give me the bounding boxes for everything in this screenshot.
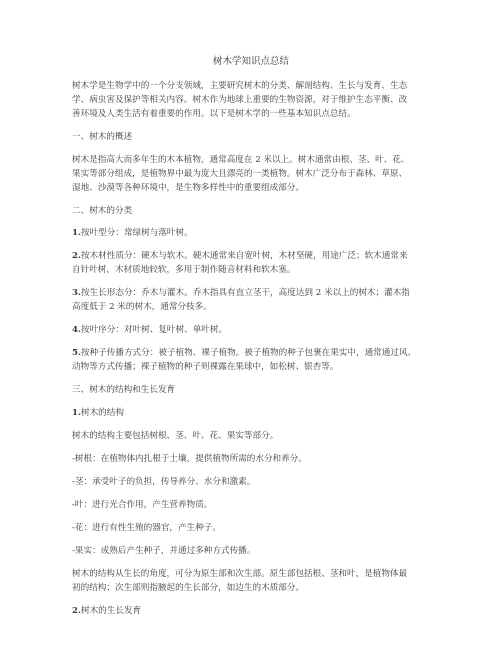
item-number: 3. <box>72 288 81 298</box>
classification-item-1 <box>72 227 193 239</box>
item-text: 按叶型分：常绿树与落叶树。 <box>80 228 193 238</box>
subsection-number: 1. <box>72 408 81 418</box>
subsection-title: 树木的生长发育 <box>80 606 142 616</box>
intro-line-1: 树木学是生物学中的一个分支领域，主要研究树木的分类、解剖结构、生长与发育、生态 <box>72 81 408 91</box>
item-text: 按种子传播方式分：被子植物、裸子植物。被子植物的种子包裹在果实中，通常通过风、 <box>80 348 417 358</box>
classification-item-2 <box>72 250 408 262</box>
subsection-title: 树木的结构 <box>80 408 124 418</box>
item-number: 1. <box>72 228 81 238</box>
section1-para-line-1: 树木是指高大而多年生的木本植物，通常高度在 2 米以上。树木通常由根、茎、叶、花、 <box>72 155 410 165</box>
subsection-number: 2. <box>72 606 81 616</box>
classification-item-4 <box>72 324 227 336</box>
subsection-growth-title <box>72 605 141 617</box>
item-text: 按生长形态分：乔木与灌木。乔木指具有直立茎干，高度达到 2 米以上的树木；灌木指 <box>80 288 410 298</box>
classification-item-3-cont: 高度低于 2 米的树木，通常分枝多。 <box>72 302 212 312</box>
structure-bullet-4: -花：进行有性生殖的器官，产生种子。 <box>72 523 221 533</box>
document-title: 树木学知识点总结 <box>212 56 289 67</box>
item-number: 2. <box>72 251 81 261</box>
section2-heading: 二、树木的分类 <box>72 206 133 216</box>
item-number: 4. <box>72 325 81 335</box>
item-number: 5. <box>72 348 81 358</box>
subsection-structure-title <box>72 407 124 419</box>
structure-para2-line-2: 初的结构；次生部则指腋起的生长部分，如边生的木质部分。 <box>72 583 305 593</box>
section1-para-line-2: 果实等部分组成，是植物界中最为庞大且漂亮的一类植物。树木广泛分布于森林、草原、 <box>72 169 408 179</box>
structure-para: 树木的结构主要包括树根、茎、叶、花、果实等部分。 <box>72 431 279 441</box>
structure-bullet-1: -树根：在植物体内扎根于土壤，提供植物所需的水分和养分。 <box>72 454 307 464</box>
item-text: 按叶序分：对叶树、复叶树、单叶树。 <box>80 325 228 335</box>
structure-para2-line-1: 树木的结构从生长的角度，可分为原生部和次生部。原生部包括根、茎和叶，是植物体最 <box>72 569 408 579</box>
section1-para-line-3: 湿地、沙漠等各种环境中，是生物多样性中的重要组成部分。 <box>72 183 305 193</box>
classification-item-5 <box>72 347 416 359</box>
intro-line-2: 学、病虫害及保护等相关内容。树木作为地球上重要的生物资源，对于维护生态平衡、改 <box>72 95 408 105</box>
structure-bullet-5: -果实：成熟后产生种子，并通过多种方式传播。 <box>72 546 256 556</box>
section3-heading: 三、树木的结构和生长发育 <box>72 385 176 395</box>
intro-line-3: 善环境及人类生活有着重要的作用。以下是树木学的一些基本知识点总结。 <box>72 109 356 119</box>
classification-item-2-cont: 自针叶树，木材质地较软，多用于制作随音材料和软木塞。 <box>72 265 296 275</box>
classification-item-5-cont: 动物等方式传播；裸子植物的种子则裸露在果球中，如松树、银杏等。 <box>72 362 339 372</box>
classification-item-3 <box>72 287 410 299</box>
structure-bullet-3: -叶：进行光合作用，产生营养物质。 <box>72 500 213 510</box>
structure-bullet-2: -茎：承受叶子的负担，传导养分、水分和激素。 <box>72 477 256 487</box>
item-text: 按木材性质分：硬木与软木。硬木通常来自宽叶树，木材坚硬，用途广泛；软木通常来 <box>80 251 408 261</box>
section1-heading: 一、树木的概述 <box>72 132 133 142</box>
